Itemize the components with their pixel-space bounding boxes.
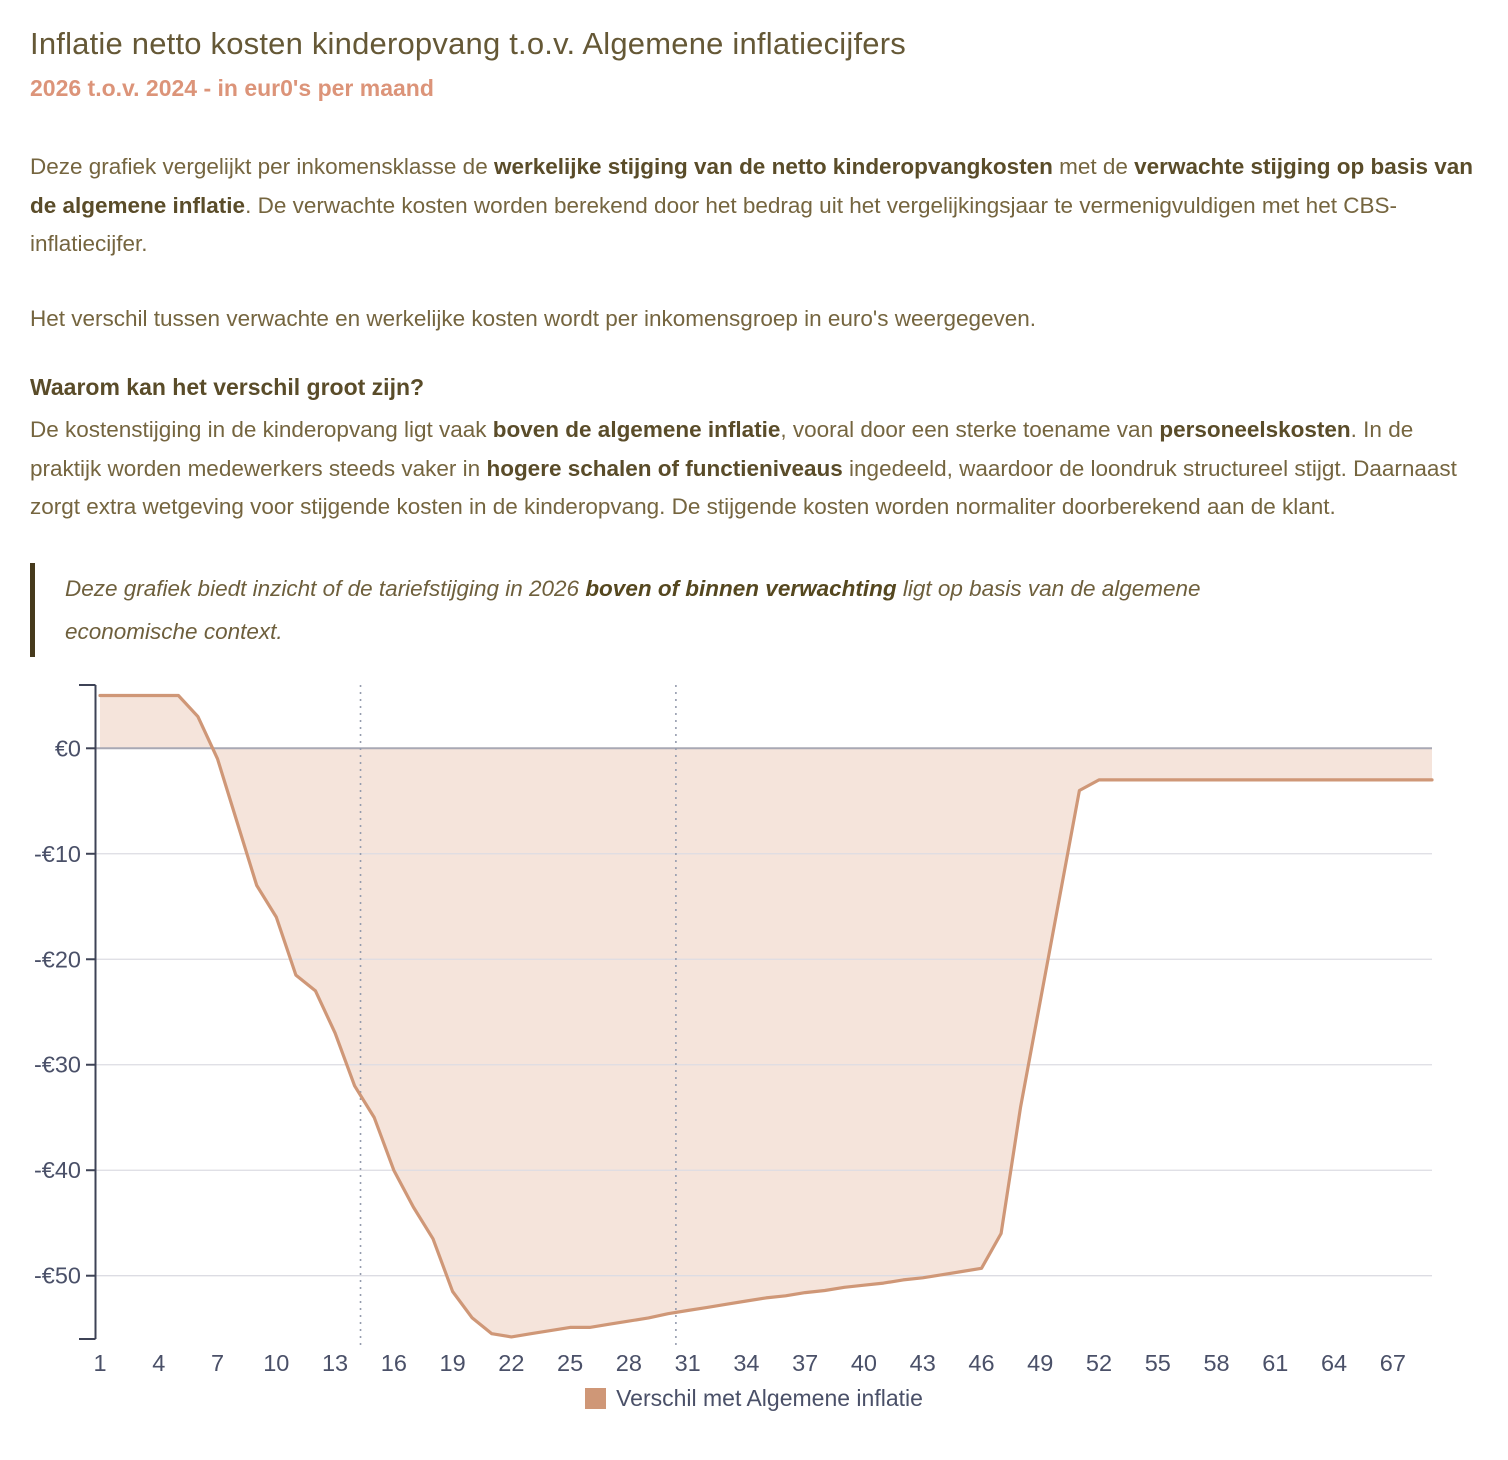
svg-text:43: 43 bbox=[909, 1349, 936, 1376]
svg-text:1: 1 bbox=[93, 1349, 107, 1376]
svg-text:-€10: -€10 bbox=[33, 840, 81, 867]
explanation-paragraph: De kostenstijging in de kinderopvang ligt vaak boven de algemene inflatie, vooral door een sterke toename van personeelskosten. In de praktijk worden medewerkers steeds vaker in hogere schalen of functieniveaus ingedeeld, waardoor de loondruk structureel stijgt. Daarnaast zorgt extra wetgeving voor stijgende kosten in de kinderopvang. De stijgende kosten worden normaliter doorberekend aan de klant. bbox=[30, 417, 1457, 519]
svg-text:37: 37 bbox=[792, 1349, 819, 1376]
svg-text:13: 13 bbox=[321, 1349, 349, 1376]
svg-text:67: 67 bbox=[1379, 1349, 1406, 1376]
chart-legend bbox=[0, 1383, 1508, 1430]
svg-text:25: 25 bbox=[557, 1349, 584, 1376]
why-heading: Waarom kan het verschil groot zijn? bbox=[30, 374, 425, 400]
svg-text:7: 7 bbox=[210, 1349, 225, 1376]
svg-text:-€50: -€50 bbox=[33, 1262, 81, 1289]
svg-text:-€30: -€30 bbox=[33, 1051, 81, 1078]
chart-canvas bbox=[0, 671, 1508, 1383]
svg-text:34: 34 bbox=[733, 1349, 760, 1376]
svg-text:64: 64 bbox=[1320, 1349, 1348, 1376]
svg-text:55: 55 bbox=[1144, 1349, 1171, 1376]
article bbox=[0, 0, 1508, 657]
svg-text:4: 4 bbox=[152, 1349, 166, 1376]
legend-swatch-icon bbox=[585, 1388, 606, 1409]
svg-text:22: 22 bbox=[498, 1349, 525, 1376]
svg-text:46: 46 bbox=[968, 1349, 995, 1376]
svg-text:19: 19 bbox=[439, 1349, 466, 1376]
svg-text:31: 31 bbox=[674, 1349, 701, 1376]
page-title: Inflatie netto kosten kinderopvang t.o.v. Algemene inflatiecijfers bbox=[30, 26, 906, 61]
svg-text:10: 10 bbox=[263, 1349, 290, 1376]
insight-quote: Deze grafiek biedt inzicht of de tariefstijging in 2026 boven of binnen verwachting ligt op basis van de algemene economische context. bbox=[30, 563, 1335, 657]
page-subtitle: 2026 t.o.v. 2024 - in eur0's per maand bbox=[30, 75, 434, 101]
inflation-area-chart bbox=[0, 671, 1508, 1430]
svg-text:-€20: -€20 bbox=[33, 945, 81, 972]
intro-paragraph: Deze grafiek vergelijkt per inkomensklasse de werkelijke stijging van de netto kinderopvangkosten met de verwachte stijging op basis van de algemene inflatie. De verwachte kosten worden berekend door het bedrag uit het vergelijkingsjaar te vermenigvuldigen met het CBS-inflatiecijfer. bbox=[30, 154, 1474, 256]
svg-text:40: 40 bbox=[850, 1349, 878, 1376]
svg-text:28: 28 bbox=[615, 1349, 642, 1376]
svg-text:52: 52 bbox=[1085, 1349, 1113, 1376]
svg-text:16: 16 bbox=[380, 1349, 407, 1376]
svg-text:€0: €0 bbox=[54, 734, 81, 761]
difference-paragraph: Het verschil tussen verwachte en werkelijke kosten wordt per inkomensgroep in euro's weergegeven. bbox=[30, 305, 1037, 331]
svg-text:49: 49 bbox=[1027, 1349, 1054, 1376]
svg-text:61: 61 bbox=[1262, 1349, 1289, 1376]
legend-label: Verschil met Algemene inflatie bbox=[616, 1384, 923, 1411]
svg-text:58: 58 bbox=[1203, 1349, 1230, 1376]
svg-text:-€40: -€40 bbox=[33, 1156, 81, 1183]
